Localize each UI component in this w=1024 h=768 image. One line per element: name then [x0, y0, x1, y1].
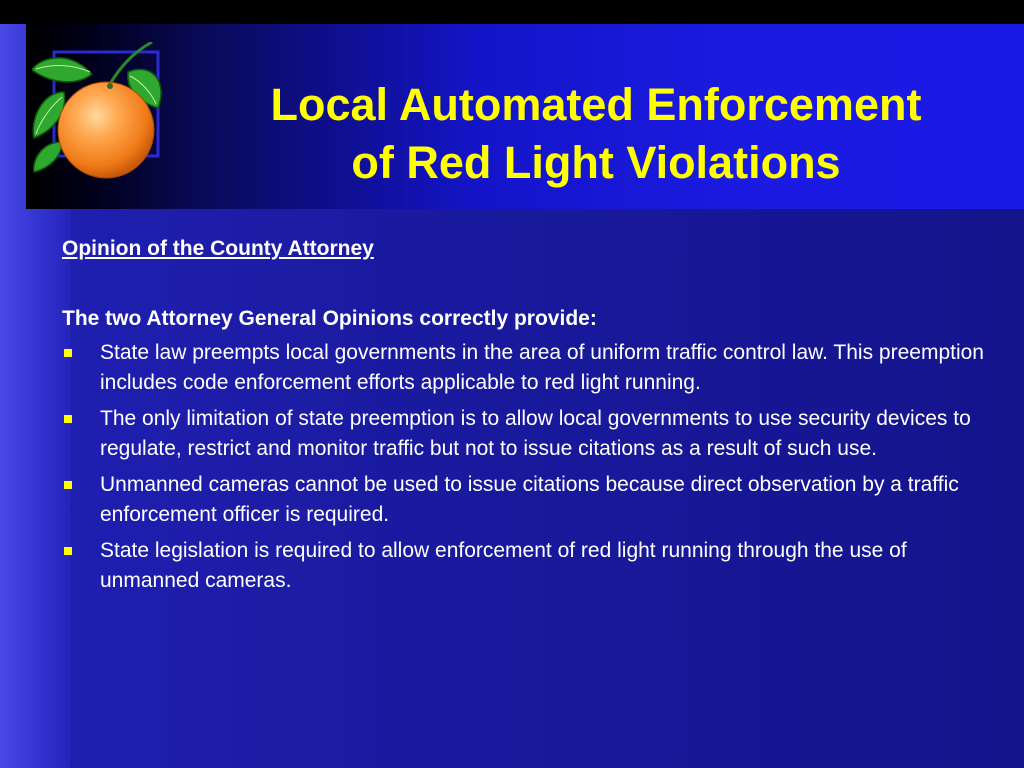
bullet-text: The only limitation of state preemption is to allow local governments to use security devices to regulate, restrict and monitor traffic but not to issue citations as a result of such use.: [100, 407, 971, 460]
list-item: [62, 338, 1002, 398]
bullet-text: Unmanned cameras cannot be used to issue citations because direct observation by a traffic enforcement officer is required.: [100, 473, 959, 526]
list-item: [62, 536, 1002, 596]
bullet-text: State law preempts local governments in the area of uniform traffic control law. This preemption includes code enforcement efforts applicable to red light running.: [100, 341, 984, 394]
title-line-1: Local Automated Enforcement: [270, 79, 922, 130]
bullet-text: State legislation is required to allow enforcement of red light running through the use of unmanned cameras.: [100, 539, 907, 592]
square-bullet-icon: [64, 349, 72, 357]
intro-text: The two Attorney General Opinions correctly provide:: [62, 307, 597, 330]
slide-title: [176, 76, 1016, 192]
bullet-list: [62, 338, 1002, 596]
list-item: [62, 404, 1002, 464]
square-bullet-icon: [64, 547, 72, 555]
title-band: [26, 24, 1024, 209]
section-subheading: Opinion of the County Attorney: [62, 237, 374, 260]
top-black-bar: [0, 0, 1024, 24]
title-line-2: of Red Light Violations: [351, 137, 841, 188]
slide-content: [62, 234, 1002, 602]
orange-fruit-icon: [32, 42, 182, 182]
list-item: [62, 470, 1002, 530]
square-bullet-icon: [64, 481, 72, 489]
square-bullet-icon: [64, 415, 72, 423]
